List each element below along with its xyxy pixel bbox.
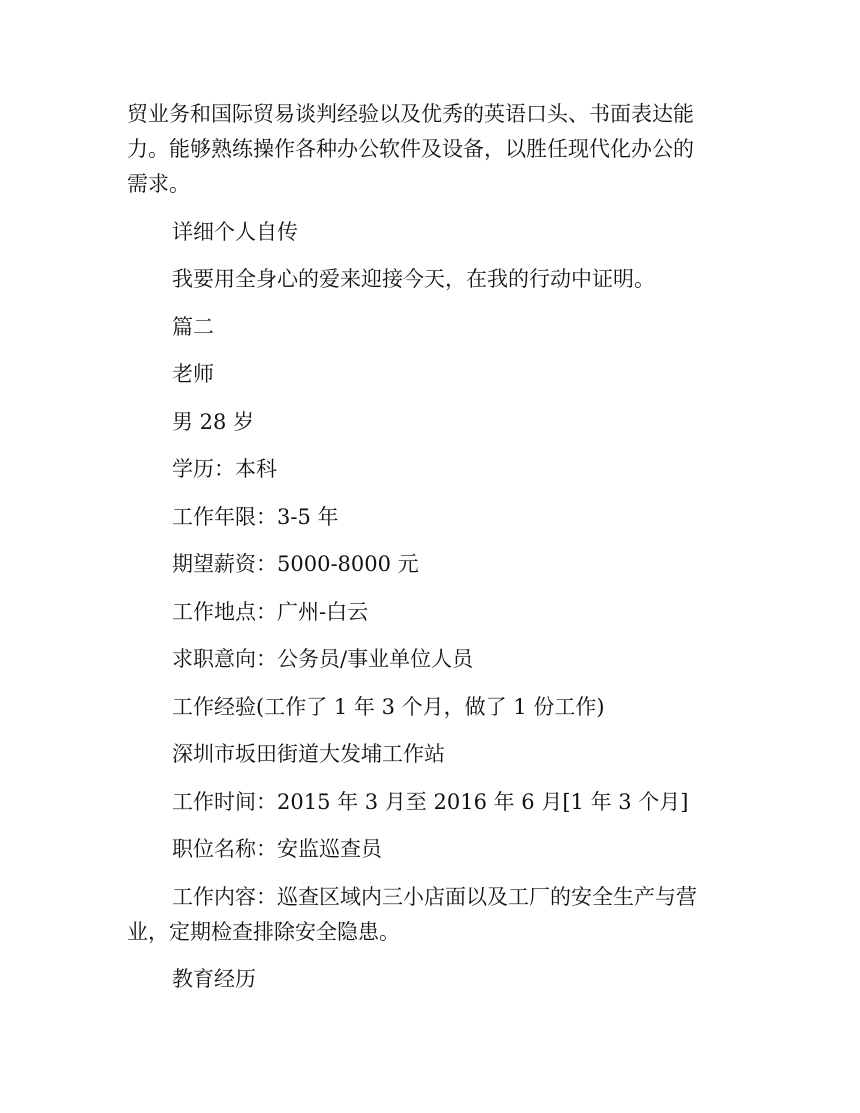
employer-text: 深圳市坂田街道大发埔工作站: [172, 742, 445, 766]
gender-age-text: 男 28 岁: [172, 410, 255, 434]
work-period-text: 工作时间：2015 年 3 月至 2016 年 6 月[1 年 3 个月]: [172, 790, 689, 814]
location-text: 工作地点：广州-白云: [172, 600, 369, 624]
salary-text: 期望薪资：5000-8000 元: [172, 552, 419, 576]
job-content-line-1: 工作内容：巡查区域内三小店面以及工厂的安全生产与营: [172, 885, 697, 909]
intention-text: 求职意向：公务员/事业单位人员: [172, 647, 474, 671]
bio-heading: 详细个人自传: [172, 220, 298, 244]
intro-line-1: 贸业务和国际贸易谈判经验以及优秀的英语口头、书面表达能: [127, 102, 694, 126]
job-title-text: 职位名称：安监巡查员: [172, 837, 382, 861]
work-years-text: 工作年限：3-5 年: [172, 505, 339, 529]
bio-text: 我要用全身心的爱来迎接今天，在我的行动中证明。: [172, 267, 655, 291]
education-heading: 教育经历: [172, 967, 256, 991]
experience-heading: 工作经验(工作了 1 年 3 个月，做了 1 份工作): [172, 695, 605, 719]
education-text: 学历：本科: [172, 457, 277, 481]
job-content-line-2: 业，定期检查排除安全隐患。: [127, 920, 400, 944]
section-two-heading: 篇二: [172, 315, 214, 339]
role-text: 老师: [172, 362, 214, 386]
intro-line-3: 需求。: [127, 172, 190, 196]
intro-line-2: 力。能够熟练操作各种办公软件及设备，以胜任现代化办公的: [127, 137, 694, 161]
